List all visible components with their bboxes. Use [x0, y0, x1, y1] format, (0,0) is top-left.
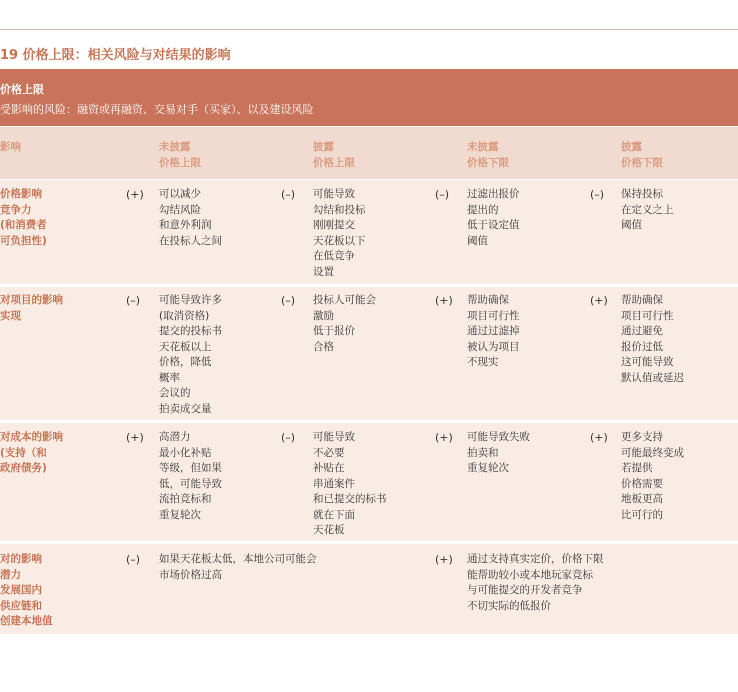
section-title: 价格上限: [0, 83, 44, 96]
section-band: [0, 69, 738, 126]
impact-sign: (+): [590, 431, 608, 444]
cell-text: 过滤出报价 提出的 低于设定值 阈值: [467, 188, 520, 247]
impact-sign: (–): [126, 553, 141, 566]
impact-sign: (–): [590, 188, 605, 201]
header-undisclosed-ceiling: 未披露 价格上限: [159, 141, 201, 169]
cell-text: 高潜力 最小化补贴 等级，但如果 低，可能导致 流拍竞标和 重复轮次: [159, 431, 222, 521]
cell-text: 投标人可能会 激励 低于报价 合格: [313, 294, 376, 353]
cell-text: 通过支持真实定价，价格下限 能帮助较小或本地玩家竞标 与可能提交的开发者竞争 不切实际的低报价: [467, 553, 604, 612]
cell-text: 帮助确保 项目可行性 通过过滤掉 被认为项目 不现实: [467, 294, 520, 368]
row-label: 对项目的影响 实现: [0, 294, 63, 322]
row-label: 对的影响 潜力 发展国内 供应链和 创建本地值: [0, 553, 53, 627]
table-row: [0, 544, 738, 634]
impact-sign: (+): [126, 188, 144, 201]
row-label: 价格影响 竞争力 (和消费者 可负担性): [0, 188, 47, 247]
impact-sign: (+): [435, 431, 453, 444]
row-label: 对成本的影响 (支持（和 政府债务): [0, 431, 63, 474]
cell-text: 如果天花板太低，本地公司可能会 市场价格过高: [159, 553, 317, 581]
section-subtitle: 受影响的风险：融资或再融资、交易对手（买家）、以及建设风险: [0, 103, 314, 116]
impact-sign: (+): [435, 294, 453, 307]
impact-sign: (+): [126, 431, 144, 444]
cell-text: 可能导致失败 拍卖和 重复轮次: [467, 431, 530, 474]
header-undisclosed-floor: 未披露 价格下限: [467, 141, 509, 169]
header-disclosed-ceiling: 披露 价格上限: [313, 141, 355, 169]
header-impact: 影响: [0, 141, 21, 153]
top-rule: [0, 29, 738, 30]
impact-sign: (–): [281, 188, 296, 201]
impact-sign: (–): [281, 294, 296, 307]
impact-sign: (–): [281, 431, 296, 444]
cell-text: 可以减少 勾结风险 和意外利润 在投标人之间: [159, 188, 222, 247]
cell-text: 保持投标 在定义之上 阈值: [621, 188, 674, 231]
cell-text: 更多支持 可能最终变成 若提供 价格需要 地板更高 比可行的: [621, 431, 684, 521]
cell-text: 可能导致 勾结和投标 刚刚提交 天花板以下 在低竞争 设置: [313, 188, 366, 278]
impact-sign: (+): [590, 294, 608, 307]
cell-text: 帮助确保 项目可行性 通过避免 报价过低 这可能导致 默认值或延迟: [621, 294, 684, 384]
header-disclosed-floor: 披露 价格下限: [621, 141, 663, 169]
page-title: 19 价格上限：相关风险与对结果的影响: [0, 48, 231, 63]
cell-text: 可能导致许多 (取消资格) 提交的投标书 天花板以上 价格，降低 概率 会议的 拍卖成交量: [159, 294, 222, 415]
impact-sign: (–): [126, 294, 141, 307]
impact-sign: (–): [435, 188, 450, 201]
cell-text: 可能导致 不必要 补贴在 串通案件 和已提交的标书 就在下面 天花板: [313, 431, 387, 536]
impact-sign: (+): [435, 553, 453, 566]
